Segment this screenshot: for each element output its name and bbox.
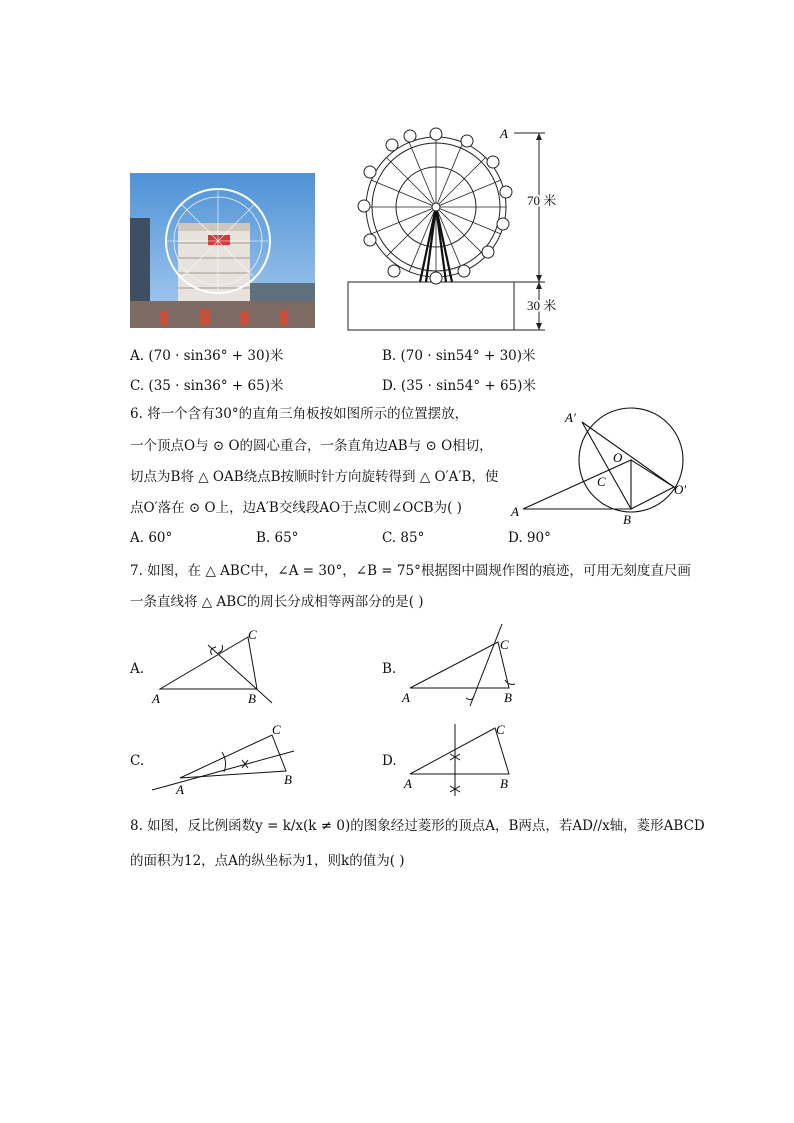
- q5-option-a[interactable]: A. (70 · sin36° + 30)米: [130, 348, 284, 364]
- q6-line-1: 6. 将一个含有30°的直角三角板按如图所示的位置摆放，: [130, 406, 469, 422]
- point-a-label: A: [500, 126, 508, 141]
- label-a: A: [511, 504, 519, 519]
- q6-option-b[interactable]: B. 65°: [256, 530, 299, 546]
- q5-option-b[interactable]: B. (70 · sin54° + 30)米: [382, 348, 536, 364]
- height-upper-label: 70 米: [527, 193, 557, 208]
- ferris-wheel-photo: [130, 173, 315, 328]
- label-c: C: [597, 474, 606, 489]
- label-o: O: [613, 450, 623, 465]
- q7a-label-a: A: [152, 691, 160, 706]
- q7-line-2: 一条直线将 △ ABC的周长分成相等两部分的是( ): [130, 594, 424, 610]
- q6-option-c[interactable]: C. 85°: [382, 530, 425, 546]
- q7d-label-c: C: [496, 722, 505, 737]
- q7-line-1: 7. 如图，在 △ ABC中，∠A = 30°，∠B = 75°根据图中圆规作图的痕迹，可用无刻度直尺画: [130, 563, 691, 579]
- ferris-wheel-diagram: [340, 120, 580, 340]
- q7b-label-c: C: [500, 637, 509, 652]
- label-b: B: [623, 512, 631, 527]
- q7-figure-c: [150, 720, 300, 802]
- q8-line-2: 的面积为12，点A的纵坐标为1，则k的值为( ): [130, 853, 405, 869]
- q6-option-d[interactable]: D. 90°: [508, 530, 551, 546]
- q5-option-c[interactable]: C. (35 · sin36° + 65)米: [130, 378, 284, 394]
- q7d-label-a: A: [404, 776, 412, 791]
- q7d-label-b: B: [500, 776, 508, 791]
- q7-option-b[interactable]: B.: [382, 661, 397, 677]
- q7b-label-a: A: [402, 690, 410, 705]
- q7c-label-b: B: [284, 772, 292, 787]
- q6-line-2: 一个顶点O与 ⊙ O的圆心重合，一条直角边AB与 ⊙ O相切，: [130, 438, 493, 454]
- q7-figure-a: [150, 625, 280, 707]
- q8-line-1: 8. 如图，反比例函数y = k/x(k ≠ 0)的图象经过菱形的顶点A，B两点，若AD//x轴，菱形ABCD: [130, 818, 705, 834]
- label-o-prime: O′: [674, 482, 687, 497]
- q7a-label-b: B: [248, 691, 256, 706]
- q7-figure-b: [400, 620, 535, 712]
- height-lower-label: 30 米: [527, 298, 557, 313]
- q7-option-c[interactable]: C.: [130, 753, 145, 769]
- q5-option-d[interactable]: D. (35 · sin54° + 65)米: [382, 378, 536, 394]
- q6-figure: [505, 400, 705, 530]
- q7-figure-d: [400, 718, 520, 800]
- q7c-label-c: C: [272, 722, 281, 737]
- q7c-label-a: A: [176, 782, 184, 797]
- q7b-label-b: B: [504, 690, 512, 705]
- q7-option-d[interactable]: D.: [382, 753, 397, 769]
- label-a-prime: A′: [565, 410, 576, 425]
- q7a-label-c: C: [248, 627, 257, 642]
- q7-option-a[interactable]: A.: [130, 661, 145, 677]
- q6-line-3: 切点为B将 △ OAB绕点B按顺时针方向旋转得到 △ O′A′B，使: [130, 469, 499, 485]
- q6-line-4: 点O′落在 ⊙ O上，边A′B交线段AO于点C则∠OCB为( ): [130, 500, 462, 516]
- q6-option-a[interactable]: A. 60°: [130, 530, 173, 546]
